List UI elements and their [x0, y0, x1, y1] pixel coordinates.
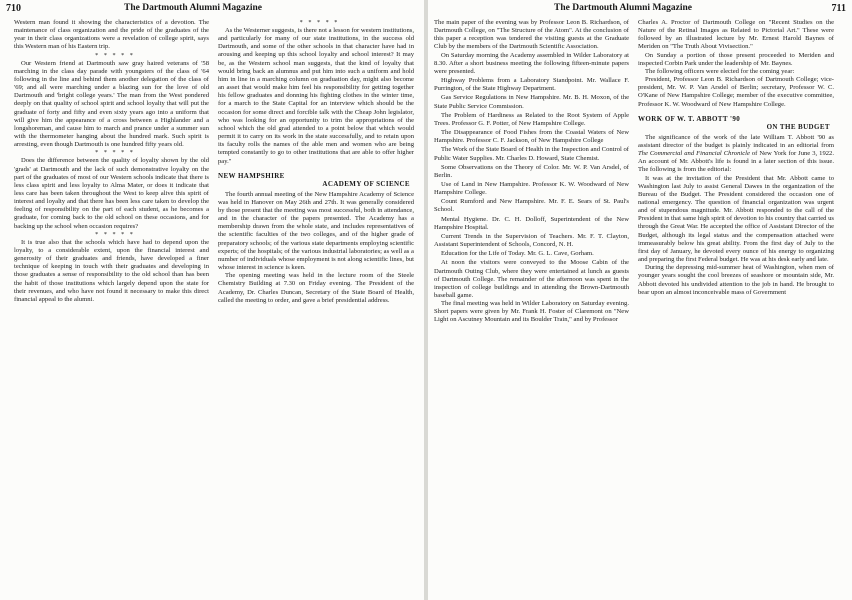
section-separator: * * * * * — [299, 19, 340, 26]
paper-listing: Use of Land in New Hampshire. Professor K. W. Woodward of New Hampshire College. — [434, 180, 629, 197]
right-page-column-2 — [638, 19, 834, 598]
paragraph: Does the difference between the quality of loyalty shown by the old 'grads' at Dartmouth and the lack of such demonstrative loyalty on the part of the graduates of most of our Western schools indicate that there is less class spirit and less loyalty to Alma Mater, or does it indicate that less care has been taken throughout the West to keep alive this spirit of interest and loyalty and that there has been less care taken to develop the feeling of responsibility on the part of each student, as he becomes a graduate, for coming back to the old school on these occasions, and for backing up the school when occasion requires? — [14, 157, 209, 230]
running-title: The Dartmouth Alumni Magazine — [554, 3, 693, 13]
paragraph: The final meeting was held in Wilder Laboratory on Saturday evening. Short papers were given by Mr. Frank H. Foster of Claremont on "New Light on Ascutney Mountain and its Boulder Train," and by Professor — [434, 300, 629, 324]
paper-listing: Count Rumford and New Hampshire. Mr. F. E. Sears of St. Paul's School. — [434, 198, 629, 214]
right-page-header — [434, 3, 846, 17]
paper-listing: The Work of the State Board of Health in the Inspection and Control of Public Water Supplies. Mr. Charles D. Howard, State Chemist. — [434, 146, 629, 162]
text-run: The significance of the work of the late William T. Abbott '90 as assistant director of the budget is plainly indicated in an editorial from — [638, 133, 834, 149]
paragraph: The fourth annual meeting of the New Hampshire Academy of Science was held in Hanover on May 26th and 27th. It was generally considered by those present that the meeting was most successful, both in attendance, and in the character of the papers presented. The Academy has a membership drawn from the whole state, and includes representatives of the scientific faculties of the two colleges, and of the higher grade of preparatory schools; of the various state departments employing scientific experts; of the hospitals; of the various industrial laboratories; as well as a number of individuals whose employment is not along scientific lines, but whose interest in science is keen. — [218, 190, 414, 272]
running-title: The Dartmouth Alumni Magazine — [124, 3, 263, 13]
paragraph: On Sunday a portion of those present proceeded to Meriden and inspected Corbin Park under the leadership of Mr. Baynes. — [638, 51, 834, 67]
heading-line-2: ON THE BUDGET — [766, 123, 830, 132]
paragraph: The opening meeting was held in the lecture room of the Steele Chemistry Building at 7.30 on Friday evening. The President of the Academy, Dr. Charles Duncan, Secretary of the State Board of Health, called the meeting to order, and gave a brief presidential address. — [218, 272, 414, 304]
paragraph: President, Professor Leon B. Richardson of Dartmouth College; vice-president, Mr. W. P. Van Arsdel of Berlin; secretary, Professor W. C. O'Kane of New Hampshire College; member of the executive committee, Professor K. W. Woodward of New Hampshire College. — [638, 76, 834, 108]
paragraph: Charles A. Proctor of Dartmouth College on "Recent Studies on the Nature of the Retinal Images as Related to Pictorial Art." These were followed by an illustrated lecture by Mr. Ernest Harold Baynes of Meriden on "The Truth About Vivisection." — [638, 19, 834, 51]
paper-listing: Some Observations on the Theory of Color. Mr. W. P. Van Arsdel, of Berlin. — [434, 163, 629, 179]
paragraph: It was at the invitation of the President that Mr. Abbott came to Washington last July to assist General Dawes in the organization of the Bureau of the Budget. The President considered the occasion one of national emergency. The question of financial organization was urgent and of stupendous magnitude. Mr. Abbott responded to the call of the President in that same high spirit of devotion to his country that carried us through the Great War. He accepted the office of Assistant Director of the Budget, although its legal status and the compensation attached were immeasurably below his great ability. From the first day of July to the first day of January, he devoted every ounce of his energy to organizing and preparing the first Federal budget. He was at his desk early and late. — [638, 174, 834, 264]
left-page — [0, 0, 424, 600]
publication-title: The Commercial and Financial Chronicle — [638, 150, 750, 158]
paragraph: Our Western friend at Dartmouth saw gray haired veterans of '58 marching in the class day parade with youngsters of the class of '64 following in the line and behind them another delegation of the class of '69; and all were marching under a blazing sun for the love of old Dartmouth and 'bright college years.' The man from the West pondered deeply on that quality of school spirit and school loyalty that will put the graduate of forty and fifty and even sixty years ago into a uniform that will give him the appearance of a cross between a Highlander and a longshoreman, and cause him to march and prance under a summer sun with the thermometer hanging about the hundred mark. Such spirit is arresting, even though Dartmouth is one hundred fifty years old. — [14, 59, 209, 149]
heading-line-2: ACADEMY OF SCIENCE — [322, 180, 410, 189]
text-run: of New York for June 3, 1922. An account of Mr. Abbott's life is found in a later section of this issue. The following is from the editorial: — [638, 150, 834, 174]
paper-listing: The Disappearance of Food Fishes from the Coastal Waters of New Hampshire. Professor C. F. Jackson, of New Hampshire College — [434, 129, 629, 145]
section-heading — [638, 115, 834, 132]
heading-line-1: WORK OF W. T. ABBOTT '90 — [638, 114, 741, 123]
heading-line-1: NEW HAMPSHIRE — [218, 171, 285, 180]
left-page-column-1 — [14, 19, 209, 598]
paragraph: As the Westerner suggests, is there not a lesson for western institutions, and particularly for many of our state institutions, in the success old Dartmouth, and some of the other schools in that character have had in arousing and keeping up this school loyalty and school interest? It may be, as the Western school man suggests, that the kind of loyalty that would bring back an alumnus and put him into such a uniform and hold him in line in a marching column on graduation day, might also become an asset that would make him feel his responsibility for getting together his fellow graduates and donning his fighting clothes in the winter time, for a march to the State Capital for an interview which should be the occasion for some direct and forcible talk with the Cheap John legislator, who was looking for an opportunity to trim the appropriations of the school which the old grad attended to a point below that which would permit it to carry on its work in the state successfully, and to retain upon its faculty rolls the names of the able men and women who are being tempted constantly to go to other institutions that are able to offer higher pay." — [218, 27, 414, 165]
section-separator: * * * * * — [95, 149, 135, 157]
page-number: 711 — [831, 3, 846, 14]
paragraph: At noon the visitors were conveyed to the Moose Cabin of the Dartmouth Outing Club, where they were entertained at lunch as guests of Dartmouth College. The remainder of the afternoon was spent in the inspection of college buildings and in attending the Brown-Dartmouth baseball game. — [434, 259, 629, 299]
paper-listing: Mental Hygiene. Dr. C. H. Dolloff, Superintendent of the New Hampshire Hospital. — [434, 215, 629, 231]
left-page-header — [6, 3, 418, 17]
page-number: 710 — [6, 3, 21, 14]
paragraph — [638, 134, 834, 175]
paper-listing: Gas Service Regulations in New Hampshire. Mr. B. H. Moxon, of the State Public Service Commission. — [434, 94, 629, 110]
paragraph: During the depressing mid-summer heat of Washington, when men of younger years sought the cool breezes of seashore or mountain side, Mr. Abbott devoted his undivided attention to the job in hand. He brought to bear upon an almost inconceivable mass of Government — [638, 264, 834, 296]
paragraph: Western man found it showing the characteristics of a devotion. The maintenance of class organization and the pride of the graduates of the year in their class organizations were a revelation of college spirit, says this Western man of his Eastern trip. — [14, 19, 209, 51]
right-page-column-1 — [434, 19, 629, 598]
paper-listing: Education for the Life of Today. Mr. G. L. Cave, Gorham. — [441, 250, 594, 258]
paragraph: On Saturday morning the Academy assembled in Wilder Laboratory at 8.30. After a short business meeting the following fifteen-minute papers were presented. — [434, 51, 629, 75]
paragraph: The following officers were elected for the coming year: — [645, 67, 795, 75]
section-separator: * * * * * — [95, 51, 135, 59]
paragraph: It is true also that the schools which have had to depend upon the loyalty, to a considerable extent, upon the financial interest and generosity of their graduates and friends, have developed a finer technique of keeping in touch with their graduates and developing in those graduates a sense of responsibility to the old school than has been the habit of those institutions which largely depend upon the state for their revenues, and who have not found it necessary to make this direct financial appeal to the alumni. — [14, 238, 209, 303]
paper-listing: Highway Problems from a Laboratory Standpoint. Mr. Wallace F. Purrington, of the State Highway Department. — [434, 77, 629, 93]
left-page-column-2 — [218, 19, 414, 598]
section-separator: * * * * * — [95, 230, 135, 238]
paragraph: The main paper of the evening was by Professor Leon B. Richardson, of Dartmouth College, on "The Structure of the Atom". At the conclusion of this paper a reception was tendered the visiting guests at the Graduate Club by the members of the Dartmouth Scientific Association. — [434, 19, 629, 51]
paper-listing: The Problem of Hardiness as Related to the Root System of Apple Trees. Professor G. F. Potter, of New Hampshire College. — [434, 111, 629, 127]
paper-listing: Current Trends in the Supervision of Teachers. Mr. F. T. Clayton, Assistant Superintendent of Schools, Concord, N. H. — [434, 232, 629, 249]
section-heading — [218, 172, 414, 189]
right-page — [428, 0, 852, 600]
